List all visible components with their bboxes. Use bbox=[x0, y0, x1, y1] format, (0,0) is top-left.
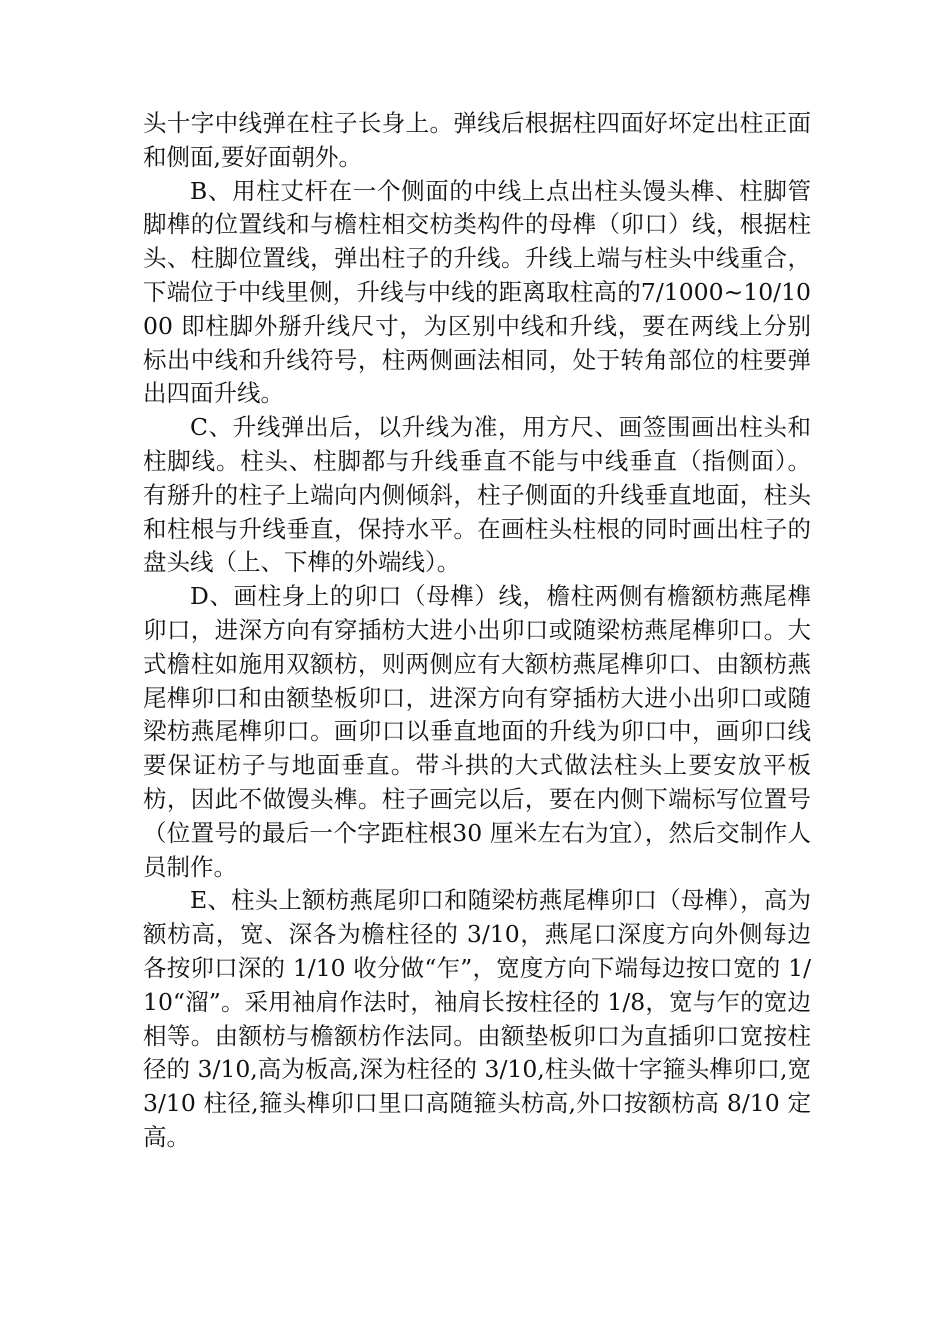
paragraph-e: E、柱头上额枋燕尾卯口和随梁枋燕尾榫卯口（母榫），高为额枋高，宽、深各为檐柱径的 3/10，燕尾口深度方向外侧每边各按卯口深的 1/10 收分做“乍”，宽度方向下端每边按口宽的 1/10“溜”。采用袖肩作法时，袖肩长按柱径的 1/8，宽与乍的宽边相等。由额枋与檐额枋作法同。由额垫板卯口为直插卯口宽按柱径的 3/10,高为板高,深为柱径的 3/10,柱头做十字箍头榫卯口,宽 3/10 柱径,箍头榫卯口里口高随箍头枋高,外口按额枋高 8/10 定高。 bbox=[143, 886, 811, 1151]
paragraph-b: B、用柱丈杆在一个侧面的中线上点出柱头馒头榫、柱脚管脚榫的位置线和与檐柱相交枋类构件的母榫（卯口）线，根据柱头、柱脚位置线，弹出柱子的升线。升线上端与柱头中线重合，下端位于中线里侧，升线与中线的距离取柱高的7/1000~10/1000 即柱脚外掰升线尺寸，为区别中线和升线，要在两线上分别标出中线和升线符号，柱两侧画法相同，处于转角部位的柱要弹出四面升线。 bbox=[143, 176, 811, 408]
paragraph-d: D、画柱身上的卯口（母榫）线，檐柱两侧有檐额枋燕尾榫卯口，进深方向有穿插枋大进小出卯口或随梁枋燕尾榫卯口。大式檐柱如施用双额枋，则两侧应有大额枋燕尾榫卯口、由额枋燕尾榫卯口和由额垫板卯口，进深方向有穿插枋大进小出卯口或随梁枋燕尾榫卯口。画卯口以垂直地面的升线为卯口中，画卯口线要保证枋子与地面垂直。带斗拱的大式做法柱头上要安放平板枋，因此不做馒头榫。柱子画完以后，要在内侧下端标写位置号（位置号的最后一个字距柱根30 厘米左右为宜），然后交制作人员制作。 bbox=[143, 582, 811, 881]
document-body bbox=[143, 107, 811, 1155]
paragraph-continued: 头十字中线弹在柱子长身上。弹线后根据柱四面好坏定出柱正面和侧面,要好面朝外。 bbox=[143, 109, 811, 171]
paragraph-c: C、升线弹出后，以升线为准，用方尺、画签围画出柱头和柱脚线。柱头、柱脚都与升线垂直不能与中线垂直（指侧面）。有掰升的柱子上端向内侧倾斜，柱子侧面的升线垂直地面，柱头和柱根与升线垂直，保持水平。在画柱头柱根的同时画出柱子的盘头线（上、下榫的外端线）。 bbox=[143, 413, 811, 577]
